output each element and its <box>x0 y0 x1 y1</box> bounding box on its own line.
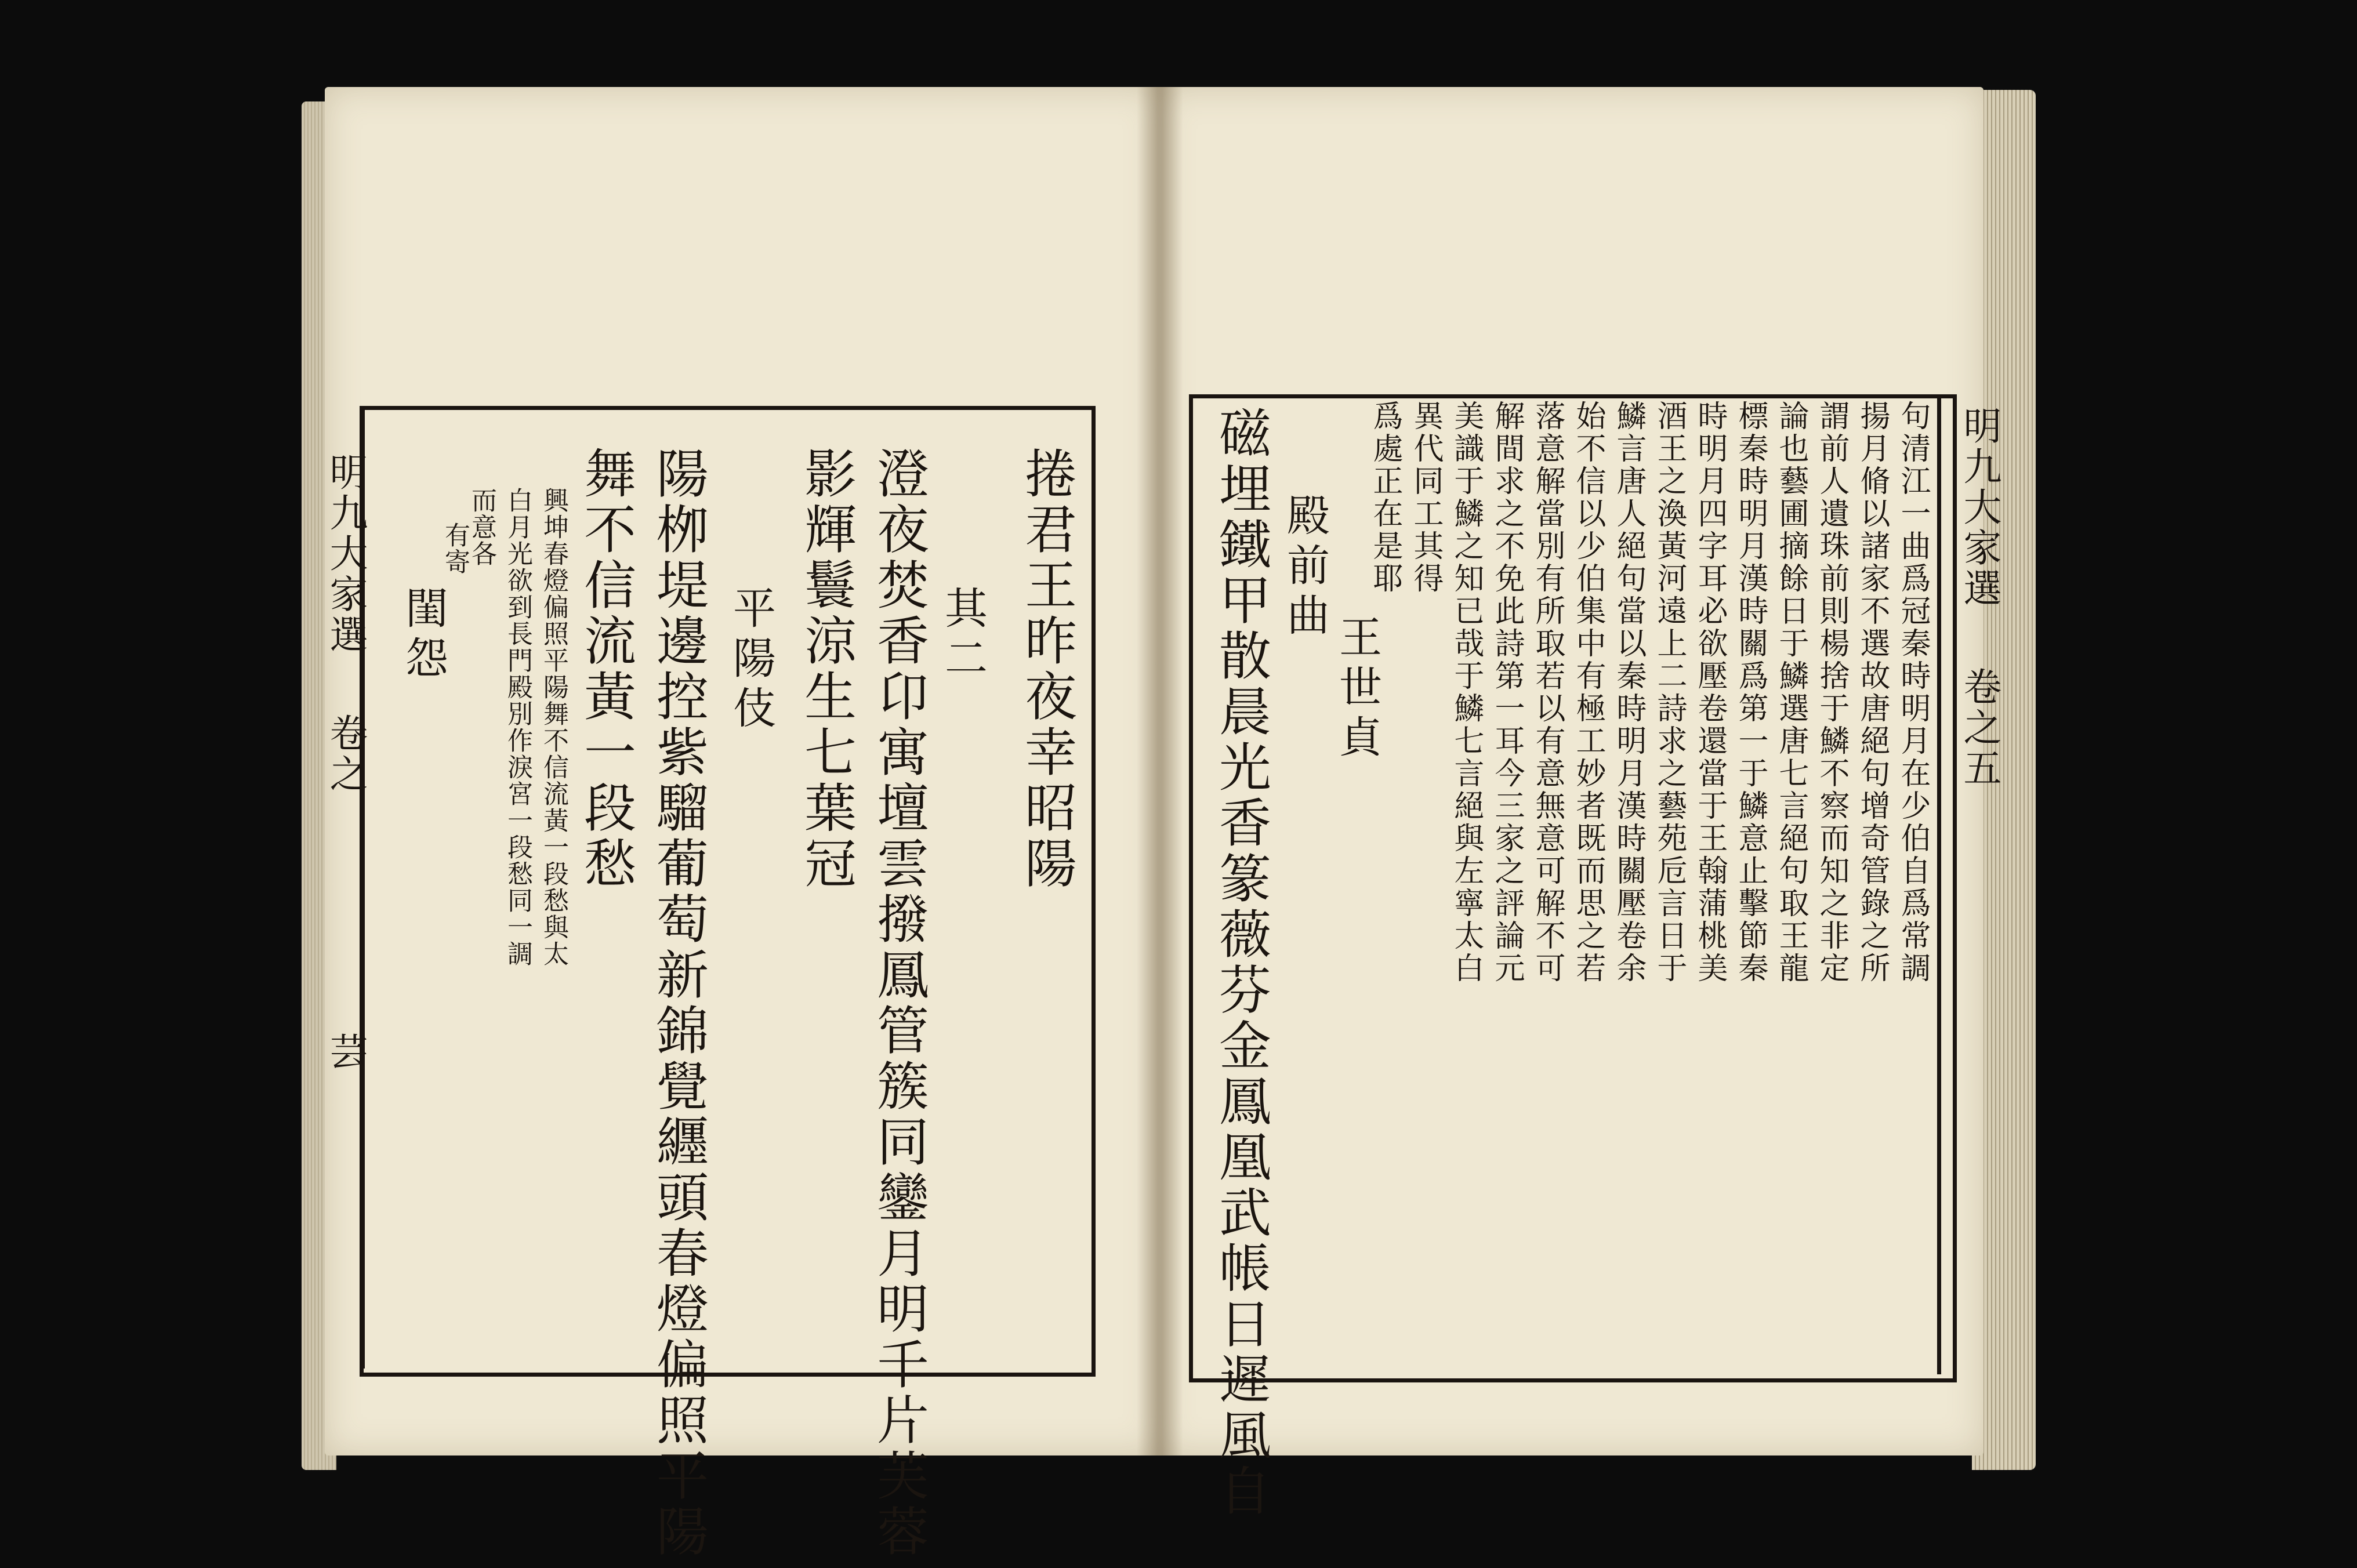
right-col-poem-title: 殿前曲 <box>1280 493 1330 643</box>
right-col-7: 酒王之渙黃河遠上二詩求之藝苑卮言日于 <box>1652 400 1687 985</box>
right-col-author: 王世貞 <box>1332 615 1382 764</box>
right-margin-title: 明九大家選 <box>1957 406 2001 609</box>
right-col-11: 解間求之不免此詩第一耳今三家之評論元 <box>1489 400 1524 985</box>
right-col-5: 標秦時明月漢時關爲第一于鱗意止擊節秦 <box>1733 400 1768 985</box>
book-gutter <box>1137 87 1183 1456</box>
left-col-3: 澄夜焚香卬寓壇雲撥鳳管簇同鑾月明千片芙蓉 <box>868 447 929 1560</box>
left-col-9: 白月光欲到長門殿別作淚宮一段愁同一調 <box>503 487 532 967</box>
left-margin-volume: 卷之 <box>323 713 368 794</box>
left-col-12: 閨怨 <box>398 586 448 685</box>
right-col-3: 謂前人遺珠前則楊捨于鱗不察而知之非定 <box>1814 400 1849 985</box>
left-col-7: 舞不信流黃一段愁 <box>575 447 636 892</box>
left-col-5: 平陽伎 <box>726 586 776 735</box>
right-col-6: 時明月四字耳必欲壓卷還當于王翰蒲桃美 <box>1692 400 1727 985</box>
right-frame-rule <box>1937 394 1941 1374</box>
right-col-poem-line: 磁埋鐵甲散晨光香篆薇芬金鳳凰武帳日遲風自 <box>1210 406 1271 1519</box>
right-col-2: 揚月脩以諸家不選故唐絕句增奇管錄之所 <box>1855 400 1890 985</box>
left-col-2: 其二 <box>938 586 988 685</box>
right-margin-volume: 卷之五 <box>1957 667 2001 789</box>
right-col-10: 落意解當別有所取若以有意無意可解不可 <box>1530 400 1565 985</box>
left-col-6: 陽栁堤邊控紫騮葡萄新錦覺纒頭春燈偏照平陽 <box>647 447 708 1560</box>
right-col-1: 句清江一曲爲冠秦時明月在少伯自爲常調 <box>1895 400 1930 985</box>
left-col-10: 而意各 <box>467 487 496 567</box>
left-margin-tail: 芸 <box>323 1032 368 1073</box>
right-col-14: 爲處正在是耶 <box>1368 400 1402 595</box>
left-col-11: 有寄 <box>440 522 470 575</box>
right-col-9: 始不信以少伯集中有極工妙者既而思之若 <box>1571 400 1605 985</box>
right-col-12: 美識于鱗之知已哉于鱗七言絕與左寧太白 <box>1449 400 1484 985</box>
right-col-13: 異代同工其得 <box>1408 400 1443 595</box>
right-col-4: 論也藝圃摘餘日于鱗選唐七言絕句取王龍 <box>1774 400 1808 985</box>
left-col-4: 影輝鬟涼生七葉冠 <box>795 447 856 892</box>
right-col-8: 鱗言唐人絕句當以秦時明月漢時關壓卷余 <box>1611 400 1646 985</box>
left-col-1: 捲君王昨夜幸昭陽 <box>1016 447 1076 892</box>
left-margin-title: 明九大家選 <box>323 452 368 655</box>
left-col-8: 興坤春燈偏照平陽舞不信流黃一段愁與太 <box>539 487 568 967</box>
